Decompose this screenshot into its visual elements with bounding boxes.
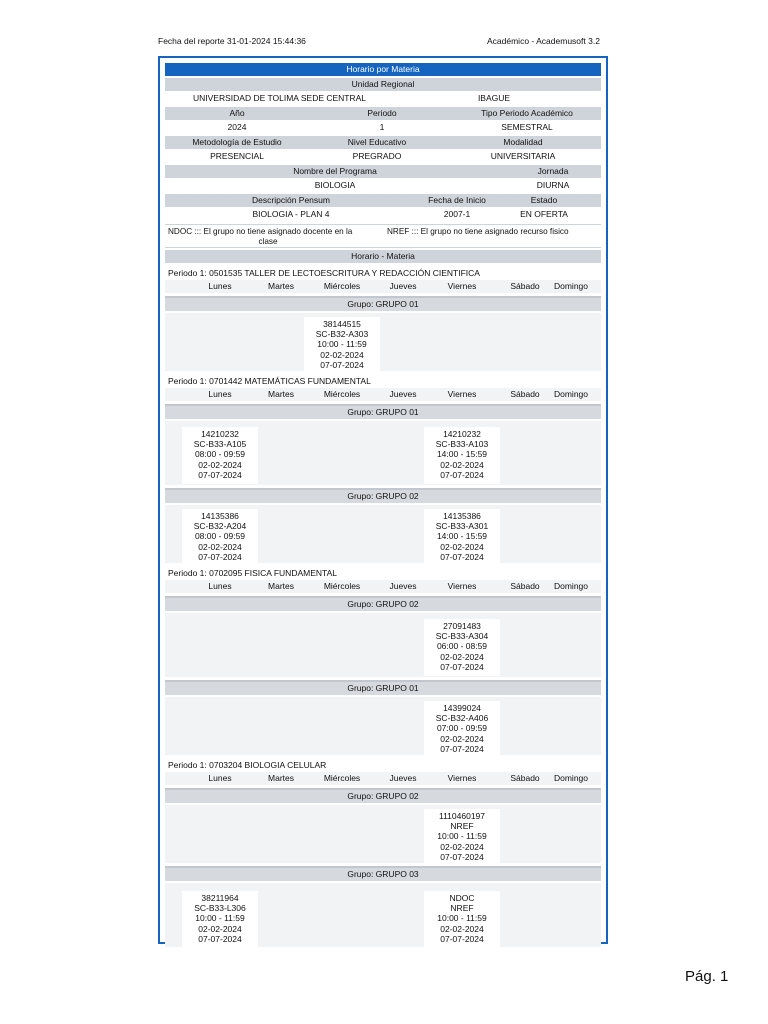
weekday-label: Jueves xyxy=(389,281,417,291)
course-title: Periodo 1: 0501535 TALLER DE LECTOESCRITURA Y REDACCIÓN CIENTIFICA xyxy=(168,268,480,278)
schedule-slot[interactable] xyxy=(424,891,500,948)
weekday-label: Martes xyxy=(268,389,294,399)
programa-header-row xyxy=(165,165,601,178)
schedule-slot[interactable] xyxy=(182,891,258,948)
slot-line: 07-07-2024 xyxy=(440,661,484,672)
slot-line: 02-02-2024 xyxy=(198,541,242,552)
slot-line: NDOC xyxy=(449,893,475,903)
slot-line: 10:00 - 11:59 xyxy=(195,913,245,924)
slot-line: 10:00 - 11:59 xyxy=(437,913,487,924)
weekday-label: Domingo xyxy=(553,581,589,591)
modalidad-value: UNIVERSITARIA xyxy=(490,151,556,161)
metodologia-label: Metodología de Estudio xyxy=(192,137,282,147)
pensum-value: BIOLOGIA - PLAN 4 xyxy=(252,209,330,219)
unidad-regional-name: UNIVERSIDAD DE TOLIMA SEDE CENTRAL xyxy=(193,93,367,103)
slot-line: 02-02-2024 xyxy=(440,841,484,852)
slot-line: 07-07-2024 xyxy=(198,933,242,944)
slot-line: 02-02-2024 xyxy=(440,541,484,552)
periodo-value: 1 xyxy=(379,122,385,132)
slot-line: 10:00 - 11:59 xyxy=(317,339,367,350)
programa-label: Nombre del Programa xyxy=(293,166,377,176)
weekday-label: Sábado xyxy=(510,581,540,591)
slot-line: SC-B32-A406 xyxy=(435,713,489,724)
slot-line: 02-02-2024 xyxy=(320,349,364,360)
nref-note: NREF ::: El grupo no tiene asignado recurso fisico xyxy=(387,227,569,236)
weekday-label: Domingo xyxy=(553,773,589,783)
slot-line: 10:00 - 11:59 xyxy=(437,831,487,842)
slot-line: 14:00 - 15:59 xyxy=(436,449,488,460)
slot-line: 07-07-2024 xyxy=(440,743,484,754)
unidad-regional-header xyxy=(165,78,601,91)
group-header: Grupo: GRUPO 02 xyxy=(165,788,601,803)
weekday-label: Martes xyxy=(268,581,294,591)
fecha-inicio-value: 2007-1 xyxy=(443,209,471,219)
weekday-label: Miércoles xyxy=(323,281,361,291)
anio-value-row xyxy=(165,121,601,134)
schedule-slot[interactable] xyxy=(424,809,500,866)
slot-line: SC-B32-A303 xyxy=(315,329,369,340)
weekday-label: Lunes xyxy=(208,281,232,291)
slot-line: 07-07-2024 xyxy=(440,469,484,480)
course-title: Periodo 1: 0703204 BIOLOGIA CELULAR xyxy=(168,760,327,770)
group-schedule-grid xyxy=(165,313,601,371)
metodologia-value: PRESENCIAL xyxy=(210,151,264,161)
slot-line: 07:00 - 09:59 xyxy=(436,723,488,734)
weekday-label: Lunes xyxy=(208,389,232,399)
fecha-inicio-label: Fecha de Inicio xyxy=(428,195,486,205)
slot-line: 07-07-2024 xyxy=(198,469,242,480)
slot-line: 02-02-2024 xyxy=(440,459,484,470)
metodologia-header-row xyxy=(165,136,601,149)
weekday-label: Miércoles xyxy=(323,389,361,399)
weekday-header xyxy=(165,388,601,401)
slot-line: 02-02-2024 xyxy=(198,459,242,470)
slot-line: 14:00 - 15:59 xyxy=(436,531,488,542)
slot-line: SC-B33-L306 xyxy=(194,903,246,914)
slot-line: 07-07-2024 xyxy=(440,551,484,562)
weekday-label: Lunes xyxy=(208,581,232,591)
weekday-label: Jueves xyxy=(389,773,417,783)
legend-notes xyxy=(165,224,601,248)
slot-line: 14210232 xyxy=(443,429,481,439)
slot-line: 02-02-2024 xyxy=(440,923,484,934)
weekday-label: Miércoles xyxy=(323,773,361,783)
weekday-label: Jueves xyxy=(389,581,417,591)
slot-line: 07-07-2024 xyxy=(440,933,484,944)
report-content xyxy=(165,63,601,947)
slot-line: 14135386 xyxy=(443,511,481,521)
nivel-label: Nivel Educativo xyxy=(347,137,407,147)
slot-line: SC-B33-A105 xyxy=(193,439,247,450)
estado-value: EN OFERTA xyxy=(520,209,568,219)
jornada-value: DIURNA xyxy=(536,180,570,190)
group-schedule-grid xyxy=(165,697,601,755)
weekday-header xyxy=(165,772,601,785)
slot-line: 38211964 xyxy=(201,893,239,903)
schedule-slot[interactable] xyxy=(424,701,500,758)
group-schedule-grid xyxy=(165,883,601,947)
programa-value-row xyxy=(165,179,601,192)
weekday-label: Viernes xyxy=(447,281,477,291)
weekday-label: Viernes xyxy=(447,581,477,591)
weekday-header xyxy=(165,280,601,293)
ndoc-note-line1: NDOC ::: El grupo no tiene asignado docente en la xyxy=(168,227,353,236)
slot-line: 1110460197 xyxy=(438,811,485,821)
course-title: Periodo 1: 0702095 FISICA FUNDAMENTAL xyxy=(168,568,337,578)
unidad-regional-label: Unidad Regional xyxy=(351,79,415,89)
group-header: Grupo: GRUPO 01 xyxy=(165,404,601,419)
weekday-label: Domingo xyxy=(553,281,589,291)
weekday-label: Domingo xyxy=(553,389,589,399)
weekday-header xyxy=(165,580,601,593)
slot-line: 06:00 - 08:59 xyxy=(436,641,488,652)
course-title: Periodo 1: 0701442 MATEMÁTICAS FUNDAMENTAL xyxy=(168,376,371,386)
report-date: Fecha del reporte 31-01-2024 15:44:36 xyxy=(158,36,306,46)
slot-line: 02-02-2024 xyxy=(440,733,484,744)
estado-label: Estado xyxy=(530,195,558,205)
group-schedule-grid xyxy=(165,421,601,485)
ndoc-note xyxy=(168,227,368,247)
schedule-slot[interactable] xyxy=(182,509,258,566)
app-name: Académico - Academusoft 3.2 xyxy=(487,36,600,46)
slot-line: 14135386 xyxy=(201,511,239,521)
slot-line: NREF xyxy=(450,821,474,832)
group-schedule-grid xyxy=(165,805,601,863)
slot-line: NREF xyxy=(450,903,474,914)
report-frame xyxy=(158,56,608,944)
slot-line: SC-B33-A301 xyxy=(435,521,489,532)
slot-line: 14210232 xyxy=(201,429,239,439)
weekday-label: Miércoles xyxy=(323,581,361,591)
schedule-slot[interactable] xyxy=(304,317,380,374)
group-header: Grupo: GRUPO 01 xyxy=(165,296,601,311)
group-schedule-grid xyxy=(165,505,601,563)
tipo-periodo-label: Tipo Periodo Académico xyxy=(481,108,573,118)
pensum-value-row xyxy=(165,208,601,221)
schedule-slot[interactable] xyxy=(182,427,258,484)
programa-value: BIOLOGIA xyxy=(314,180,356,190)
page-number: Pág. 1 xyxy=(685,968,729,985)
schedule-slot[interactable] xyxy=(424,509,500,566)
slot-line: SC-B33-A103 xyxy=(435,439,489,450)
slot-line: 07-07-2024 xyxy=(440,851,484,862)
report-title: Horario por Materia xyxy=(165,63,601,76)
slot-line: 14399024 xyxy=(443,703,481,713)
anio-header-row xyxy=(165,107,601,120)
slot-line: 08:00 - 09:59 xyxy=(194,531,246,542)
weekday-label: Viernes xyxy=(447,389,477,399)
weekday-label: Viernes xyxy=(447,773,477,783)
anio-label: Año xyxy=(229,108,245,118)
ndoc-note-line2: clase xyxy=(258,237,278,246)
slot-line: 02-02-2024 xyxy=(198,923,242,934)
group-header: Grupo: GRUPO 02 xyxy=(165,488,601,503)
weekday-label: Martes xyxy=(268,281,294,291)
horario-materia-label: Horario - Materia xyxy=(351,251,415,261)
slot-line: SC-B33-A304 xyxy=(435,631,489,642)
group-header: Grupo: GRUPO 02 xyxy=(165,596,601,611)
jornada-label: Jornada xyxy=(537,166,569,176)
group-header: Grupo: GRUPO 01 xyxy=(165,680,601,695)
weekday-label: Martes xyxy=(268,773,294,783)
weekday-label: Sábado xyxy=(510,773,540,783)
periodo-label: Periodo xyxy=(367,108,397,118)
anio-value: 2024 xyxy=(227,122,247,132)
slot-line: 08:00 - 09:59 xyxy=(194,449,246,460)
slot-line: SC-B32-A204 xyxy=(193,521,247,532)
metodologia-value-row xyxy=(165,150,601,163)
slot-line: 02-02-2024 xyxy=(440,651,484,662)
pensum-label: Descripción Pensum xyxy=(252,195,330,205)
schedule-slot[interactable] xyxy=(424,619,500,676)
schedule-sections xyxy=(165,267,601,947)
unidad-regional-city: IBAGUE xyxy=(477,93,511,103)
horario-materia-header xyxy=(165,250,601,263)
weekday-label: Sábado xyxy=(510,389,540,399)
tipo-periodo-value: SEMESTRAL xyxy=(501,122,553,132)
unidad-regional-row xyxy=(165,92,601,105)
weekday-label: Jueves xyxy=(389,389,417,399)
weekday-label: Lunes xyxy=(208,773,232,783)
slot-line: 38144515 xyxy=(323,319,361,329)
pensum-header-row xyxy=(165,194,601,207)
nivel-value: PREGRADO xyxy=(352,151,402,161)
modalidad-label: Modalidad xyxy=(503,137,543,147)
schedule-slot[interactable] xyxy=(424,427,500,484)
group-header: Grupo: GRUPO 03 xyxy=(165,866,601,881)
slot-line: 27091483 xyxy=(443,621,481,631)
slot-line: 07-07-2024 xyxy=(320,359,364,370)
weekday-label: Sábado xyxy=(510,281,540,291)
group-schedule-grid xyxy=(165,613,601,677)
slot-line: 07-07-2024 xyxy=(198,551,242,562)
